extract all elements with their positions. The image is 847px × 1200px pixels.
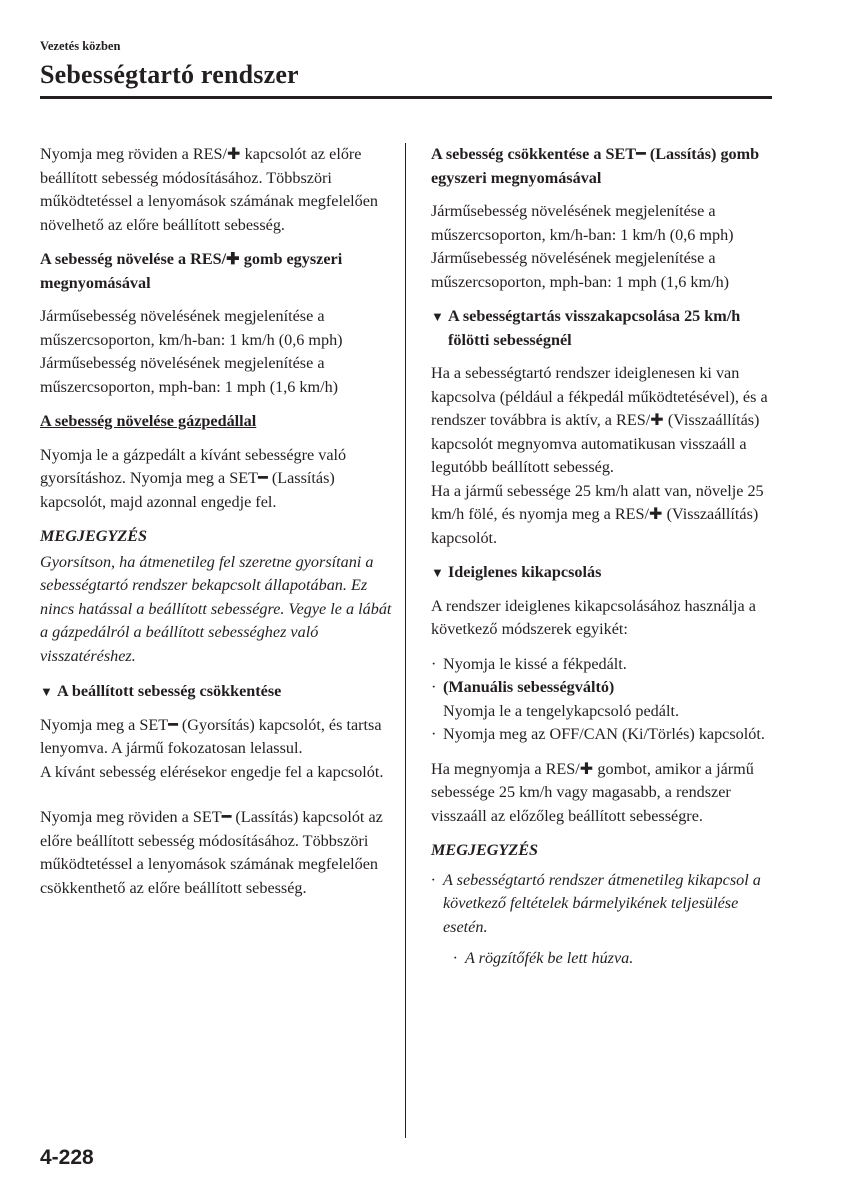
bullet-icon: · (431, 725, 437, 743)
heading-res-increase: A sebesség növelése a RES/✚ gomb egyszeri megnyomásával (40, 250, 343, 292)
decrease-paragraph: Nyomja meg a SET━ (Gyorsítás) kapcsolót, és tartsa lenyomva. A jármű fokozatosan lelassul. (40, 715, 382, 757)
bullet-icon: · (453, 949, 458, 967)
heading-set-decrease: A sebesség csökkentése a SET━ (Lassítás) gomb egyszeri megnyomásával (431, 145, 760, 187)
intro-paragraph: Nyomja meg röviden a RES/✚ kapcsolót az előre beállított sebesség módosításához. Többszöri működtetéssel a lenyomások számának megfelelően növelhető az előre beállított sebesség. (40, 145, 379, 234)
res-resume-paragraph: Ha megnyomja a RES/✚ gombot, amikor a jármű sebessége 25 km/h vagy magasabb, a rendszer visszaáll az előzőleg beállított sebességre. (431, 759, 754, 825)
note-list (431, 869, 776, 971)
mph-decrement-text: Járműsebesség növelésének megjelenítése a műszercsoporton, mph-ban: 1 mph (1,6 km/h) (431, 249, 730, 291)
heading-resume-label: A sebességtartás visszakapcsolása 25 km/h fölötti sebességnél (448, 307, 741, 349)
section-label: Vezetés közben (40, 39, 121, 53)
kmh-decrement-text: Járműsebesség növelésének megjelenítése a műszercsoporton, km/h-ban: 1 km/h (0,6 mph) (431, 202, 734, 244)
note-text: Gyorsítson, ha átmenetileg fel szeretne gyorsítani a sebességtartó rendszer bekapcsolt állapotában. Ez nincs hatással a beállított sebességre. Vegye le a lábát a gázpedálról a beállított sebességhez való visszatéréshez. (40, 552, 392, 665)
resume-paragraph: Ha a sebességtartó rendszer ideiglenesen ki van kapcsolva (például a fékpedál működtetésével), és a rendszer továbbra is aktív, a RES/✚ (Visszaállítás) kapcsolót megnyomva automatikusan visszaáll a legutóbb beállított sebesség. (431, 364, 768, 476)
list-item (431, 653, 776, 677)
set-decrease-paragraph: Nyomja meg röviden a SET━ (Lassítás) kapcsolót az előre beállított sebesség módosításához. Többszöri működtetéssel a lenyomások számának megfelelően csökkenthető az előre beállított sebesség. (40, 808, 383, 897)
list-item-text: Nyomja le kissé a fékpedált. (443, 654, 627, 673)
list-item (431, 676, 776, 723)
column-divider (405, 143, 406, 1138)
bullet-icon: · (431, 678, 437, 696)
bullet-icon: · (431, 654, 437, 673)
left-column (40, 143, 392, 911)
bullet-icon: · (431, 870, 436, 889)
header-rule (40, 96, 772, 99)
note-title: MEGJEGYZÉS (431, 841, 539, 859)
page-number: 4-228 (40, 1146, 94, 1169)
note-title: MEGJEGYZÉS (40, 527, 148, 545)
heading-decrease (40, 680, 392, 704)
heading-temporary-off-label: Ideiglenes kikapcsolás (448, 563, 602, 581)
note-text: A sebességtartó rendszer átmenetileg kikapcsol a következő feltételek bármelyikének teljesülése esetén. (443, 870, 761, 936)
list-item-bold: (Manuális sebességváltó) (443, 678, 615, 696)
page-header (40, 38, 772, 92)
page-title: Sebességtartó rendszer (40, 60, 299, 89)
methods-list (431, 653, 776, 747)
kmh-increment-text: Járműsebesség növelésének megjelenítése a műszercsoporton, km/h-ban: 1 km/h (0,6 mph) (40, 307, 343, 349)
triangle-down-icon: ▼ (40, 684, 53, 699)
list-item (431, 869, 776, 940)
accelerator-paragraph: Nyomja le a gázpedált a kívánt sebességre való gyorsításhoz. Nyomja meg a SET━ (Lassítás) kapcsolót, majd azonnal engedje fel. (40, 445, 347, 511)
list-item-text: Nyomja le a tengelykapcsoló pedált. (443, 701, 679, 720)
note-text: A rögzítőfék be lett húzva. (465, 949, 634, 967)
methods-paragraph: A rendszer ideiglenes kikapcsolásához használja a következő módszerek egyikét: (431, 596, 756, 638)
heading-resume (431, 305, 776, 352)
release-paragraph: A kívánt sebesség elérésekor engedje fel a kapcsolót. (40, 762, 384, 781)
right-column (431, 143, 776, 977)
triangle-down-icon: ▼ (431, 309, 444, 324)
triangle-down-icon: ▼ (431, 565, 444, 580)
heading-accelerator-increase: A sebesség növelése gázpedállal (40, 412, 257, 430)
heading-temporary-off (431, 561, 776, 585)
list-item (431, 723, 776, 747)
below-speed-paragraph: Ha a jármű sebessége 25 km/h alatt van, növelje 25 km/h fölé, és nyomja meg a RES/✚ (Visszaállítás) kapcsolót. (431, 481, 764, 547)
mph-increment-text: Járműsebesség növelésének megjelenítése a műszercsoporton, mph-ban: 1 mph (1,6 km/h) (40, 354, 339, 396)
list-item-text: Nyomja meg az OFF/CAN (Ki/Törlés) kapcsolót. (443, 725, 765, 743)
list-item (431, 947, 776, 971)
heading-decrease-label: A beállított sebesség csökkentése (57, 682, 282, 700)
